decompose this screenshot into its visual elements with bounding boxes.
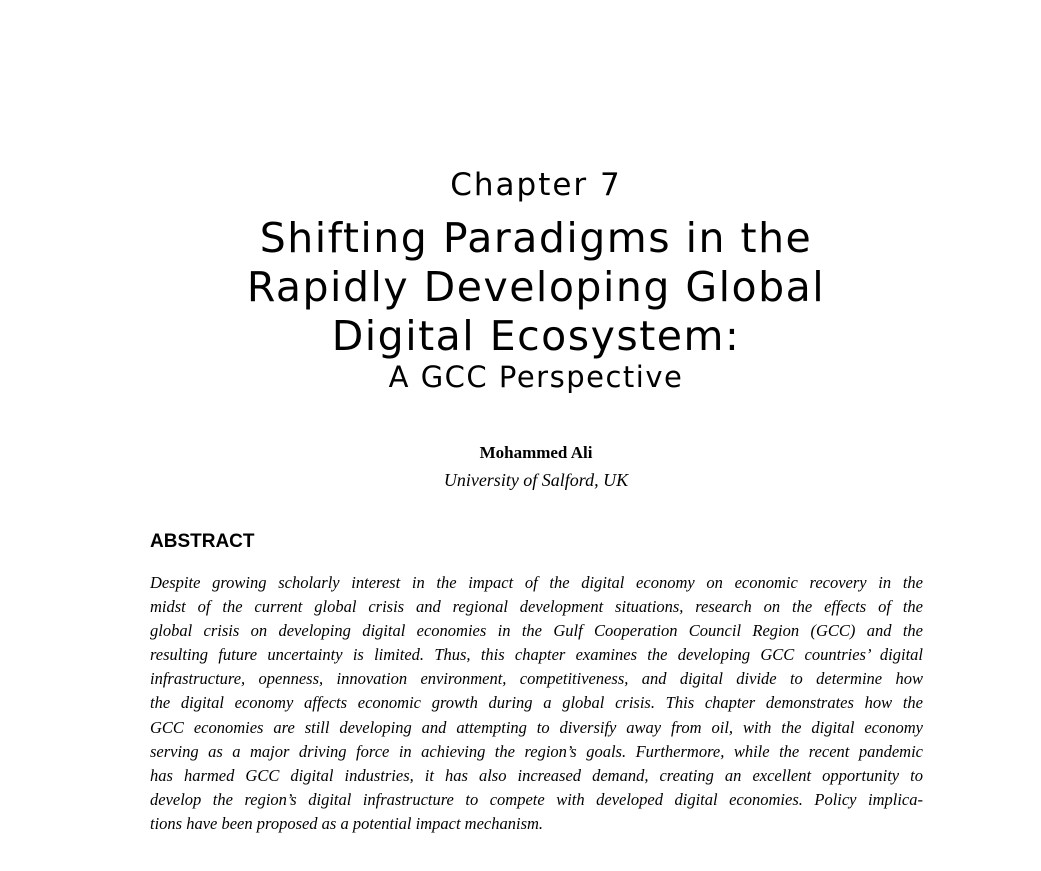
abstract-line: resulting future uncertainty is limited. Thus, this chapter examines the developing GCC countries’ digital — [150, 645, 923, 665]
chapter-label: Chapter 7 — [450, 167, 622, 203]
title-line: Shifting Paradigms in the — [259, 214, 813, 262]
title-line: Digital Ecosystem: — [331, 312, 741, 360]
abstract-line: tions have been proposed as a potential impact mechanism. — [150, 813, 544, 833]
abstract-line: infrastructure, openness, innovation environment, competitiveness, and digital divide to determine how — [150, 669, 923, 689]
abstract-line: the digital economy affects economic growth during a global crisis. This chapter demonstrates how the — [150, 693, 923, 713]
title-line: Rapidly Developing Global — [246, 263, 826, 311]
abstract-line: serving as a major driving force in achieving the region’s goals. Furthermore, while the recent pandemic — [150, 741, 923, 761]
author-affiliation: University of Salford, UK — [443, 470, 629, 490]
abstract-line: develop the region’s digital infrastructure to compete with developed digital economies. Policy implica- — [150, 789, 923, 809]
abstract-heading: ABSTRACT — [150, 531, 255, 552]
abstract-line: Despite growing scholarly interest in the impact of the digital economy on economic recovery in the — [150, 573, 923, 592]
abstract-line: GCC economies are still developing and attempting to diversify away from oil, with the digital economy — [150, 717, 923, 737]
chapter-subtitle: A GCC Perspective — [388, 360, 684, 394]
author-name: Mohammed Ali — [479, 443, 593, 462]
abstract-body — [150, 571, 923, 836]
abstract-line: midst of the current global crisis and regional development situations, research on the effects of the — [150, 597, 923, 617]
chapter-title — [0, 214, 1041, 361]
abstract-line: has harmed GCC digital industries, it has also increased demand, creating an excellent opportunity to — [150, 765, 923, 785]
abstract-line: global crisis on developing digital economies in the Gulf Cooperation Council Region (GCC) and the — [150, 621, 923, 641]
